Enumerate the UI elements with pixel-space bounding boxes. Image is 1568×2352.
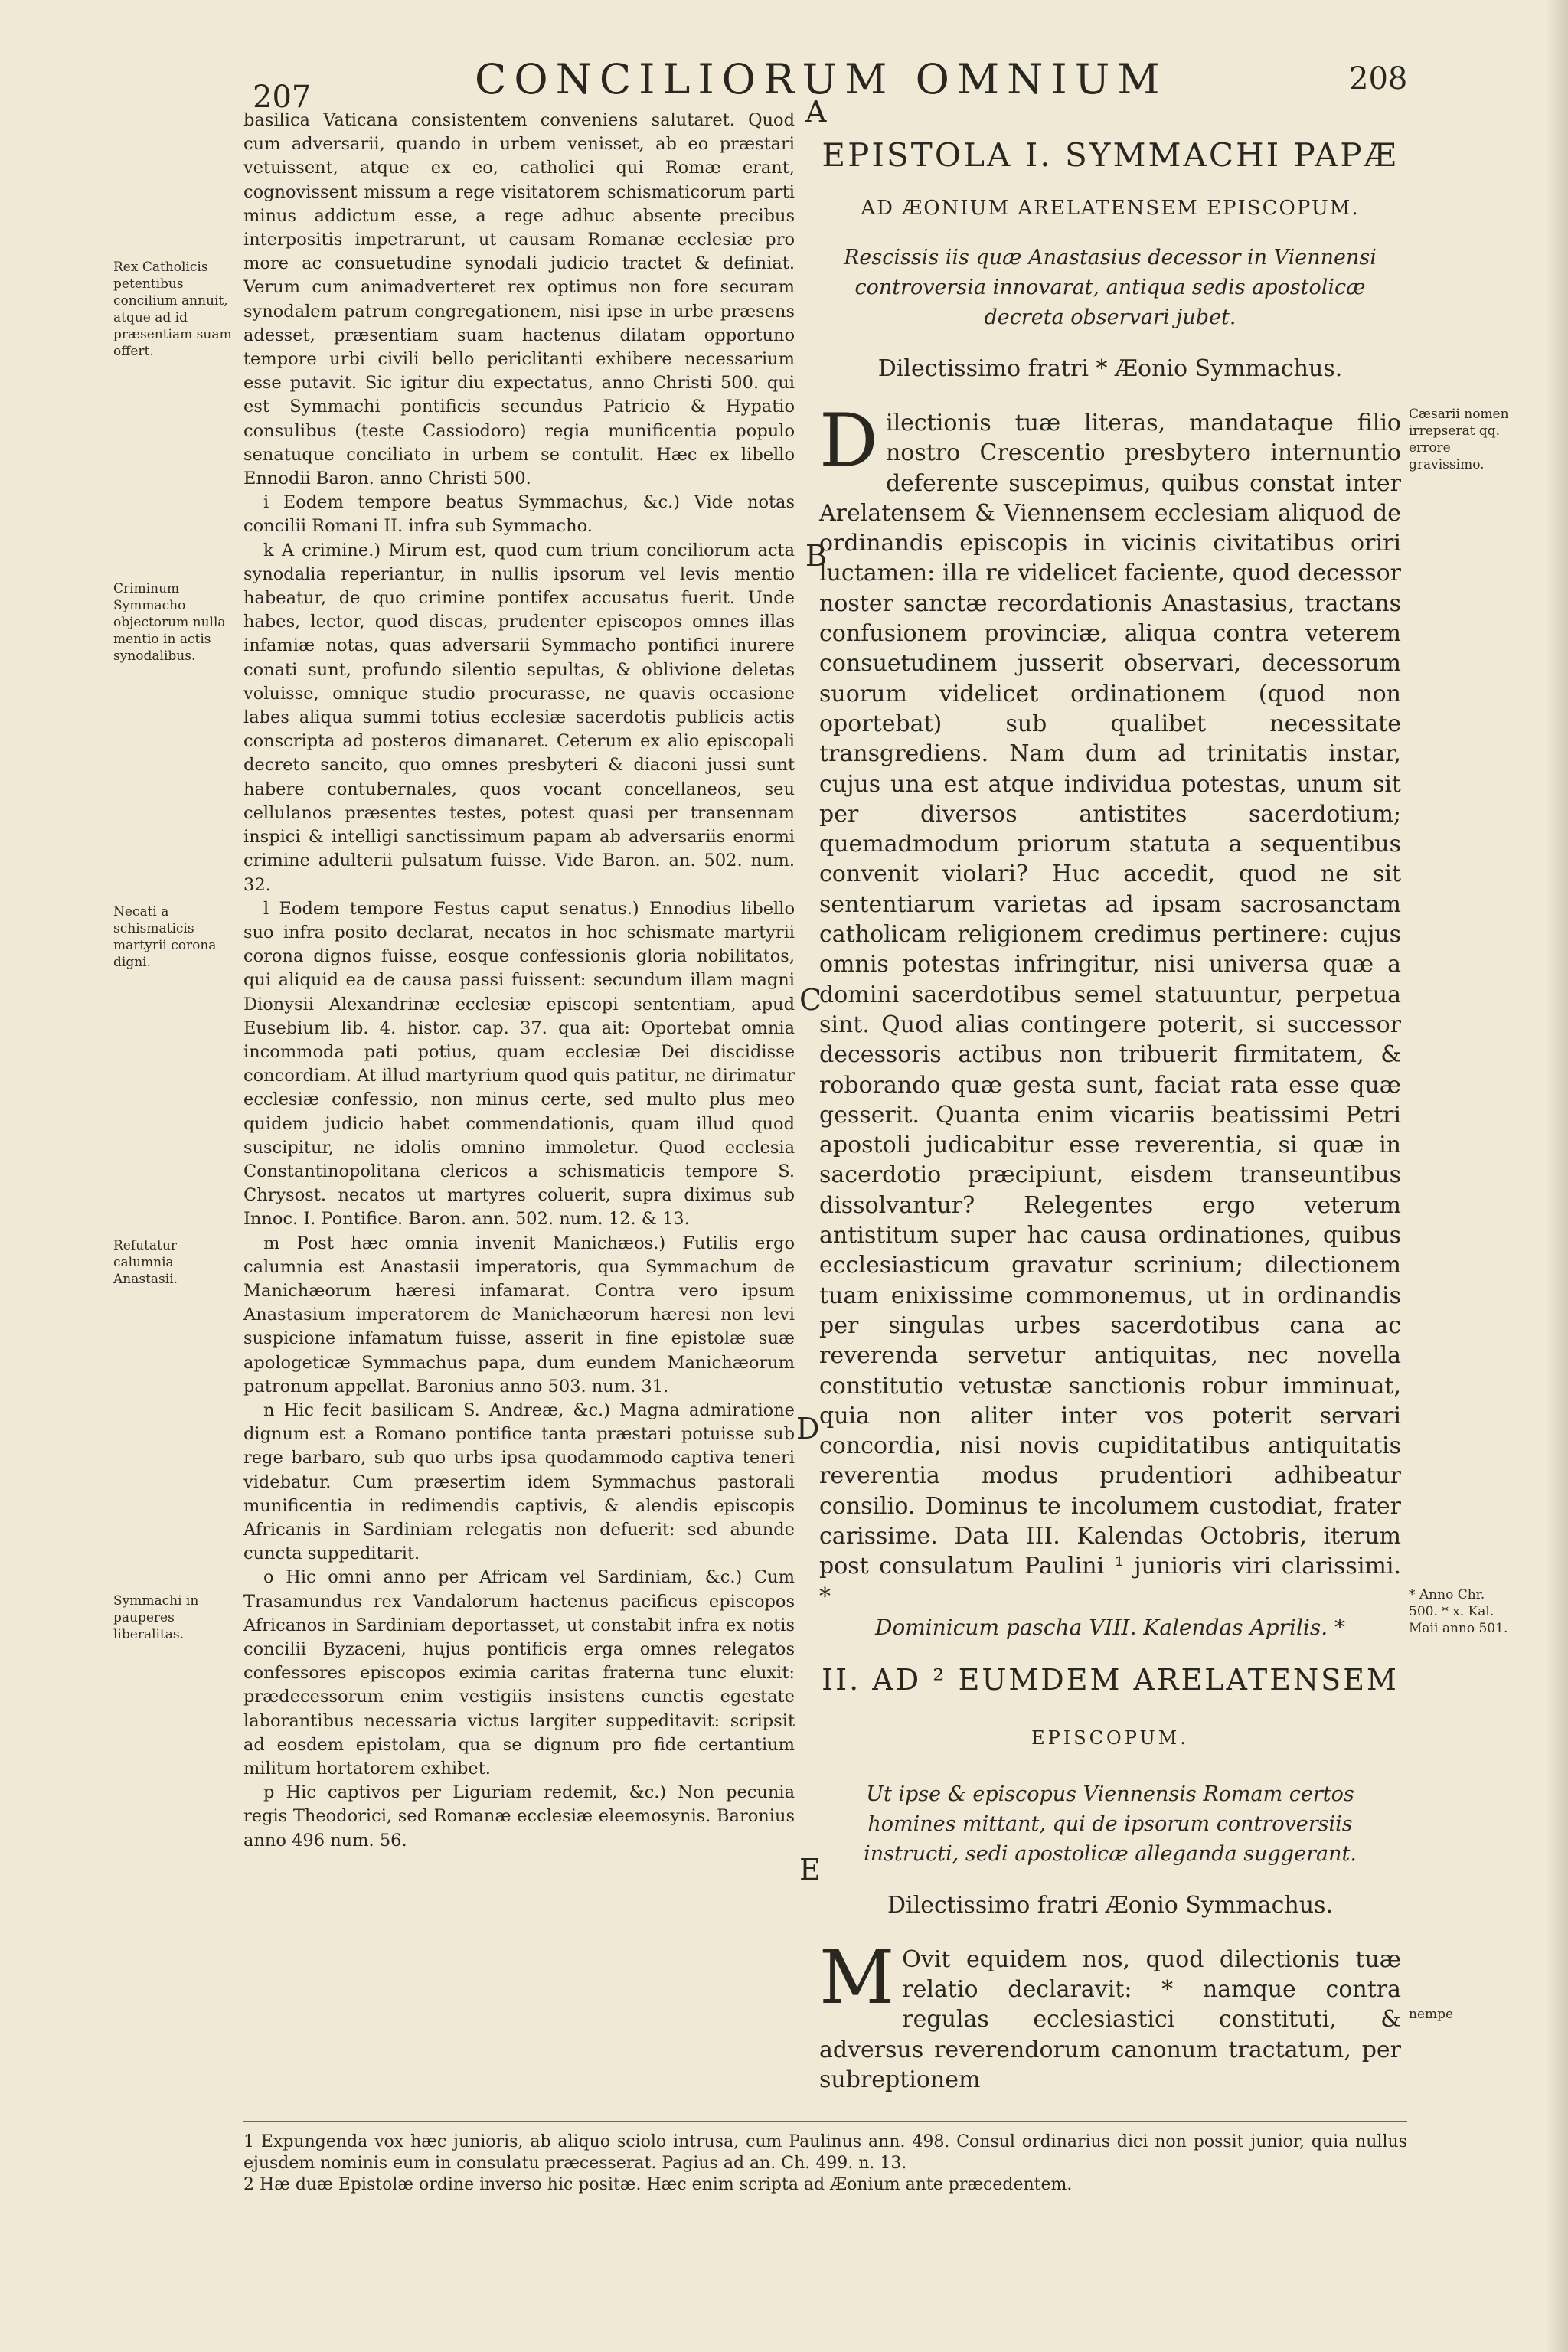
epistle2-greeting: Dilectissimo fratri Æonio Symmachus. bbox=[887, 1891, 1333, 1919]
epistle2-body bbox=[819, 1934, 1401, 2095]
note-o: o Hic omni anno per Africam vel Sardiniam, &c.) Cum Trasamundus rex Vandalorum hactenus pacificus episcopos Africanos in Sardiniam deportasset, ut constabit infra ex notis concilii Byzaceni, hujus pontificis erga omnes relegatos confessores episcopos eximia caritas fraterna tunc eluxit: prædecessorum enim vestigiis insistens cunctis egestate laborantibus necessaria victus largiter suppeditavit: scripsit ad eosdem epistolam, qua se dignum pro fide certantium militum hortatorem exhibet. bbox=[243, 1567, 795, 1779]
note-k: k A crimine.) Mirum est, quod cum trium conciliorum acta synodalia reperiantur, in nullis ipsorum vel levis mentio habeatur, de quo crimine pontifex accusatus fuerit. Unde habes, lector, quod discas, prudenter episcopos omnes illas infamiæ notas, quas adversarii Symmacho pontifici inurere conati sunt, profundo silentio sepultas, & oblivione deletas voluisse, omnique studio procurasse, ne quavis occasione labes aliqua summi totius ecclesiæ sacerdotis publicis actis conscripta ad posteros dimanaret. Ceterum ex alio episcopali decreto sancito, quo omnes presbyteri & diaconi jussi sunt habere contubernales, quos vocant concellaneos, seu cellulanos præsentes testes, potest quasi per transennam inspici & intelligi sanctissimum papam ab adversariis enormi crimine adulterii pulsatum fuisse. Vide Baron. an. 502. num. 32. bbox=[243, 540, 795, 895]
footnote-rule bbox=[243, 2121, 1407, 2122]
section-letter-a: A bbox=[805, 95, 827, 129]
margin-note-anno: * Anno Chr. 500. * x. Kal. Maii anno 501. bbox=[1409, 1587, 1508, 1636]
margin-note-nempe: nempe bbox=[1409, 2007, 1454, 2022]
left-column-notes bbox=[243, 109, 795, 1893]
section-letter-e: E bbox=[799, 1853, 821, 1886]
section-letter-d: D bbox=[796, 1412, 820, 1446]
epistle1-greeting: Dilectissimo fratri * Æonio Symmachus. bbox=[877, 355, 1343, 382]
margin-note-criminum: Criminum Symmacho objectorum nulla mentio in actis synodalibus. bbox=[113, 581, 226, 664]
note-i: i Eodem tempore beatus Symmachus, &c.) Vide notas concilii Romani II. infra sub Symmacho. bbox=[243, 492, 795, 537]
margin-note-refutatur: Refutatur calumnia Anastasii. bbox=[113, 1238, 178, 1287]
footnote-2: 2 Hæ duæ Epistolæ ordine inverso hic positæ. Hæc enim scripta ad Æonium ante præcedentem. bbox=[243, 2175, 1073, 2194]
note-p: p Hic captivos per Liguriam redemit, &c.) Non pecunia regis Theodorici, sed Romanæ ecclesiæ eleemosynis. Baronius anno 496 num. 56. bbox=[243, 1782, 795, 1851]
epistle1-summary: Rescissis iis quæ Anastasius decessor in Viennensi controversia innovarat, antiqua sedis apostolicæ decreta observari jubet. bbox=[844, 246, 1377, 329]
epistle2-summary: Ut ipse & episcopus Viennensis Romam certos homines mittant, qui de ipsorum controversiis instructi, sedi apostolicæ allegandа suggerant. bbox=[864, 1782, 1357, 1866]
epistle1-body bbox=[819, 398, 1401, 1612]
epistle1-text: ilectionis tuæ literas, mandataque filio nostro Crescentio presbytero internuntio deferente suscepimus, quibus constat inter Arelatensem & Viennensem ecclesiam aliquod de ordinandis episcopis in vicinis civitatibus oriri luctamen: illa re videlicet faciente, quod decessor noster sanctæ recordationis Anastasius, tractans confusionem provinciæ, aliqua contra veterem consuetudinem jusserit observari, decessorum suorum videlicet ordinationem (quod non oportebat) sub qualibet necessitate transgrediens. Nam dum ad trinitatis instar, cujus una est atque individua potestas, unum sit per diversos antistites sacerdotium; quemadmodum priorum statuta a sequentibus convenit violari? Huc accedit, quod ne sit sententiarum varietas ad ipsam sacrosanctam catholicam religionem credimus pertinere: cujus omnis potestas infringitur, nisi universa quæ a domini sacerdotibus semel statuuntur, perpetua sint. Quod alias contingere poterit, si successor decessoris actibus non tribuerit firmitatem, & roborando quæ gesta sunt, faciat rata esse quæ gesserit. Quanta enim vicariis beatissimi Petri apostoli judicabitur esse reverentia, si quæ in sacerdotio præcipiunt, eisdem transeuntibus dissolvantur? Relegentes ergo veterum antistitum super hac causa ordinationes, quibus ecclesiasticum gravatur scrinium; dilectionem tuam enixissime commonemus, ut in ordinandis per singulas urbes sacerdotibus cana ac reverenda servetur antiquitas, nec novella constitutio vetustæ sanctionis robur imminuat, quia non aliter inter vos poterit servari concordia, nisi novis cupiditatibus antiquitatis reverentia modus prudentiori adhibeatur consilio. Dominus te incolumem custodiat, frater carissime. Data III. Kalendas Octobris, iterum post consulatum Paulini ¹ junioris viri clarissimi. * bbox=[819, 410, 1401, 1610]
left-page-number: 207 bbox=[253, 80, 312, 115]
epistle1-address: AD ÆONIUM ARELATENSEM EPISCOPUM. bbox=[861, 197, 1360, 220]
epistle1-date: Dominicum pascha VIII. Kalendas Aprilis. * bbox=[874, 1614, 1346, 1640]
dropcap-d: D bbox=[819, 398, 878, 484]
margin-note-symmachi: Symmachi in pauperes liberalitas. bbox=[113, 1593, 199, 1642]
note-l: l Eodem tempore Festus caput senatus.) Ennodius libello suo infra posito declarat, necatos in hoc schismate martyrii corona dignos fuisse, eosque confessionis gloria nobilitatos, qui aliquid ea de causa passi fuissent: secundum illam magni Dionysii Alexandrinæ ecclesiæ episcopi sententiam, apud Eusebium lib. 4. histor. cap. 37. qua ait: Oportebat omnia incommoda pati potius, quam ecclesiæ Dei discidisse concordiam. At illud martyrium quod quis patitur, ne dirimatur ecclesiæ confessio, non minus certe, sed multo plus meo quidem judicio habet commendationis, quam illud quod suscipitur, ne idolis omnino immoletur. Quod ecclesia Constantinopolitana clericos a schismaticis tempore S. Chrysost. necatos ut martyres coluerit, supra diximus sub Innoc. I. Pontifice. Baron. ann. 502. num. 12. & 13. bbox=[243, 898, 795, 1230]
right-page-number: 208 bbox=[1349, 61, 1408, 96]
note-n: n Hic fecit basilicam S. Andreæ, &c.) Magna admiratione dignum est a Romano pontifice tanta præstari potuisse sub rege barbaro, sub quo urbs ipsa quodammodo captiva teneri videbatur. Cum præsertim idem Symmachus pastorali munificentia in redimendis captivis, & alendis episcopis Africanis in Sardiniam relegatis non defuerit: sed abunde cuncta suppeditarit. bbox=[243, 1400, 795, 1564]
section-letter-b: B bbox=[805, 539, 827, 573]
margin-note-necati: Necati a schismaticis martyrii corona digni. bbox=[113, 904, 217, 970]
margin-note-rex: Rex Catholicis petentibus concilium annuit, atque ad id præsentiam suam offert. bbox=[113, 260, 232, 359]
page-edge-shadow bbox=[1545, 0, 1568, 2352]
section-letter-c: C bbox=[799, 983, 822, 1017]
epistle2-title: II. AD ² EUMDEM ARELATENSEM bbox=[822, 1662, 1399, 1697]
margin-note-caesarii: Cæsarii nomen irrepserat qq. errore gravissimo. bbox=[1409, 407, 1509, 472]
note-paragraph: basilica Vaticana consistentem conveniens salutaret. Quod cum adversarii, quando in urbem venisset, ab eo præstari vetuissent, atque ex eo, catholici qui Romæ erant, cognovissent missum a rege visitatorem schismaticorum parti minus addictum esse, a rege adhuc absente precibus interpositis impetrarunt, ut causam Romanæ ecclesiæ pro more ac consuetudine synodali judicio tractet & definiat. Verum cum animadverteret rex optimus non fore securam synodalem patrum congregationem, nisi ipse in urbe præsens adesset, præsentiam suam hactenus dilatam opportuno tempore urbi civili bello periclitanti exhibere necessarium esse putavit. Sic igitur diu expectatus, anno Christi 500. qui est Symmachi pontificis secundus Patricio & Hypatio consulibus (teste Cassiodoro) regia munificentia populo senatuque conciliato in urbem se contulit. Hæc ex libello Ennodii Baron. anno Christi 500. bbox=[243, 110, 795, 489]
epistle2-text: Ovit equidem nos, quod dilectionis tuæ relatio declaravit: * namque contra regulas ecclesiastici constituti, & adversus reverendorum canonum tractatum, per subreptionem bbox=[819, 1945, 1401, 2094]
note-m: m Post hæc omnia invenit Manichæos.) Futilis ergo calumnia est Anastasii imperatoris, qua Symmachum de Manichæorum hæresi infamarat. Contra vero ipsum Anastasium imperatorem de Manichæorum hæresi non levi suspicione infamatum fuisse, asserit in fine epistolæ suæ apologeticæ Symmachus papa, dum eundem Manichæorum patronum appellat. Baronius anno 503. num. 31. bbox=[243, 1233, 795, 1396]
footnote-1: 1 Expungenda vox hæc junioris, ab aliquo sciolo intrusa, cum Paulinus ann. 498. Consul ordinarius dici non possit junior, quia nullus ejusdem nominis eum in consulatu præcesserat. Pagius ad an. Ch. 499. n. 13. bbox=[243, 2132, 1407, 2173]
epistle1-title: EPISTOLA I. SYMMACHI PAPÆ bbox=[822, 136, 1399, 174]
right-column-epistles bbox=[819, 115, 1401, 2095]
running-title: CONCILIORUM OMNIUM bbox=[475, 55, 1168, 103]
dropcap-m: M bbox=[819, 1934, 895, 2020]
epistle2-subtitle: EPISCOPUM. bbox=[1031, 1726, 1189, 1749]
footnotes bbox=[243, 2132, 1407, 2196]
